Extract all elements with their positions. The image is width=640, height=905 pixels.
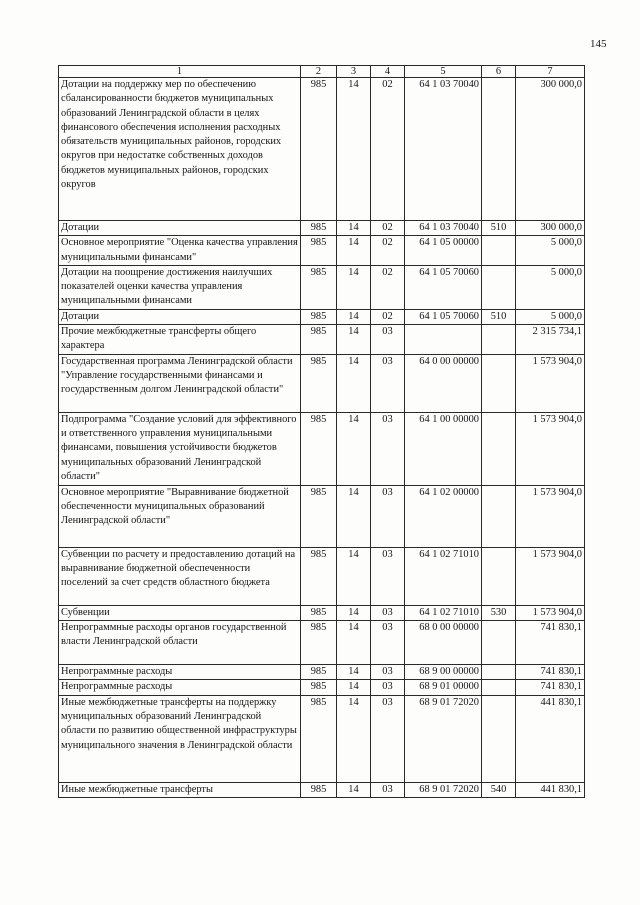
table-row bbox=[59, 236, 585, 266]
row-department: 985 bbox=[301, 265, 337, 309]
row-name: Непрограммные расходы bbox=[59, 665, 301, 680]
row-subsection: 02 bbox=[371, 78, 405, 221]
row-subsection: 02 bbox=[371, 309, 405, 324]
row-target-article: 64 1 03 70040 bbox=[405, 78, 482, 221]
column-header: 6 bbox=[482, 66, 516, 78]
row-target-article: 68 9 01 72020 bbox=[405, 695, 482, 782]
row-section: 14 bbox=[337, 782, 371, 797]
row-department: 985 bbox=[301, 309, 337, 324]
row-expense-type: 510 bbox=[482, 221, 516, 236]
row-subsection: 02 bbox=[371, 236, 405, 266]
table-row bbox=[59, 605, 585, 620]
row-section: 14 bbox=[337, 680, 371, 695]
row-amount: 741 830,1 bbox=[516, 621, 585, 665]
row-department: 985 bbox=[301, 325, 337, 355]
row-expense-type bbox=[482, 325, 516, 355]
row-department: 985 bbox=[301, 221, 337, 236]
row-expense-type bbox=[482, 354, 516, 412]
table-row bbox=[59, 354, 585, 412]
row-amount: 5 000,0 bbox=[516, 265, 585, 309]
table-row bbox=[59, 547, 585, 605]
row-amount: 1 573 904,0 bbox=[516, 485, 585, 547]
row-expense-type bbox=[482, 547, 516, 605]
row-target-article: 68 9 01 72020 bbox=[405, 782, 482, 797]
table-row bbox=[59, 309, 585, 324]
column-header: 3 bbox=[337, 66, 371, 78]
row-name: Основное мероприятие "Оценка качества управления муниципальными финансами" bbox=[59, 236, 301, 266]
row-section: 14 bbox=[337, 695, 371, 782]
row-subsection: 03 bbox=[371, 485, 405, 547]
row-amount: 5 000,0 bbox=[516, 236, 585, 266]
row-expense-type bbox=[482, 265, 516, 309]
column-header: 7 bbox=[516, 66, 585, 78]
table-header-row bbox=[59, 66, 585, 78]
row-section: 14 bbox=[337, 221, 371, 236]
row-target-article: 64 1 05 70060 bbox=[405, 265, 482, 309]
row-section: 14 bbox=[337, 485, 371, 547]
row-target-article: 64 1 02 00000 bbox=[405, 485, 482, 547]
row-amount: 300 000,0 bbox=[516, 221, 585, 236]
row-expense-type bbox=[482, 485, 516, 547]
row-target-article: 64 1 05 00000 bbox=[405, 236, 482, 266]
row-name: Субвенции bbox=[59, 605, 301, 620]
row-name: Иные межбюджетные трансферты на поддержку муниципальных образований Ленинградской области по развитию общественной инфраструктуры муниципального значения в Ленинградской области bbox=[59, 695, 301, 782]
row-target-article: 68 9 00 00000 bbox=[405, 665, 482, 680]
row-section: 14 bbox=[337, 354, 371, 412]
table-row bbox=[59, 695, 585, 782]
row-section: 14 bbox=[337, 412, 371, 485]
row-name: Дотации на поддержку мер по обеспечению сбалансированности бюджетов муниципальных образований Ленинградской области в целях финансового обеспечения исполнения расходных обязательств муниципальных районов, городских округов при недостатке собственных доходов бюджетов муниципальных районов, городских округов bbox=[59, 78, 301, 221]
row-section: 14 bbox=[337, 236, 371, 266]
row-department: 985 bbox=[301, 680, 337, 695]
row-subsection: 02 bbox=[371, 265, 405, 309]
row-amount: 1 573 904,0 bbox=[516, 412, 585, 485]
row-department: 985 bbox=[301, 621, 337, 665]
row-expense-type bbox=[482, 412, 516, 485]
row-amount: 741 830,1 bbox=[516, 680, 585, 695]
row-amount: 2 315 734,1 bbox=[516, 325, 585, 355]
row-subsection: 03 bbox=[371, 665, 405, 680]
row-department: 985 bbox=[301, 605, 337, 620]
row-department: 985 bbox=[301, 547, 337, 605]
row-section: 14 bbox=[337, 78, 371, 221]
row-section: 14 bbox=[337, 621, 371, 665]
table-row bbox=[59, 621, 585, 665]
row-expense-type: 510 bbox=[482, 309, 516, 324]
row-amount: 1 573 904,0 bbox=[516, 547, 585, 605]
row-expense-type bbox=[482, 236, 516, 266]
row-name: Подпрограмма "Создание условий для эффективного и ответственного управления муниципальными финансами, повышения устойчивости бюджетов муниципальных образований Ленинградской области" bbox=[59, 412, 301, 485]
row-amount: 1 573 904,0 bbox=[516, 354, 585, 412]
row-name: Прочие межбюджетные трансферты общего характера bbox=[59, 325, 301, 355]
table-row bbox=[59, 265, 585, 309]
row-section: 14 bbox=[337, 325, 371, 355]
row-section: 14 bbox=[337, 605, 371, 620]
table-row bbox=[59, 325, 585, 355]
row-subsection: 03 bbox=[371, 605, 405, 620]
row-amount: 741 830,1 bbox=[516, 665, 585, 680]
row-name: Непрограммные расходы органов государственной власти Ленинградской области bbox=[59, 621, 301, 665]
table-row bbox=[59, 782, 585, 797]
row-name: Дотации bbox=[59, 221, 301, 236]
table-row bbox=[59, 485, 585, 547]
row-expense-type: 540 bbox=[482, 782, 516, 797]
row-name: Иные межбюджетные трансферты bbox=[59, 782, 301, 797]
row-section: 14 bbox=[337, 309, 371, 324]
row-department: 985 bbox=[301, 354, 337, 412]
row-subsection: 03 bbox=[371, 695, 405, 782]
row-target-article: 64 0 00 00000 bbox=[405, 354, 482, 412]
row-name: Дотации на поощрение достижения наилучших показателей оценки качества управления муниципальными финансами bbox=[59, 265, 301, 309]
row-target-article: 64 1 03 70040 bbox=[405, 221, 482, 236]
row-section: 14 bbox=[337, 665, 371, 680]
row-name: Дотации bbox=[59, 309, 301, 324]
row-department: 985 bbox=[301, 665, 337, 680]
row-expense-type bbox=[482, 621, 516, 665]
row-department: 985 bbox=[301, 782, 337, 797]
table-row bbox=[59, 78, 585, 221]
row-target-article: 64 1 02 71010 bbox=[405, 605, 482, 620]
row-amount: 441 830,1 bbox=[516, 782, 585, 797]
row-expense-type bbox=[482, 665, 516, 680]
row-amount: 1 573 904,0 bbox=[516, 605, 585, 620]
row-department: 985 bbox=[301, 236, 337, 266]
column-header: 5 bbox=[405, 66, 482, 78]
row-subsection: 03 bbox=[371, 412, 405, 485]
row-expense-type bbox=[482, 78, 516, 221]
row-subsection: 03 bbox=[371, 680, 405, 695]
row-subsection: 03 bbox=[371, 354, 405, 412]
row-expense-type bbox=[482, 695, 516, 782]
row-department: 985 bbox=[301, 78, 337, 221]
row-expense-type bbox=[482, 680, 516, 695]
row-target-article: 64 1 00 00000 bbox=[405, 412, 482, 485]
column-header: 4 bbox=[371, 66, 405, 78]
row-section: 14 bbox=[337, 265, 371, 309]
column-header: 1 bbox=[59, 66, 301, 78]
row-target-article: 68 0 00 00000 bbox=[405, 621, 482, 665]
table-row bbox=[59, 680, 585, 695]
row-target-article: 64 1 05 70060 bbox=[405, 309, 482, 324]
row-target-article: 68 9 01 00000 bbox=[405, 680, 482, 695]
row-name: Субвенции по расчету и предоставлению дотаций на выравнивание бюджетной обеспеченности поселений за счет средств областного бюджета bbox=[59, 547, 301, 605]
budget-table bbox=[58, 65, 585, 798]
row-section: 14 bbox=[337, 547, 371, 605]
row-subsection: 03 bbox=[371, 782, 405, 797]
row-subsection: 03 bbox=[371, 325, 405, 355]
column-header: 2 bbox=[301, 66, 337, 78]
row-target-article: 64 1 02 71010 bbox=[405, 547, 482, 605]
row-amount: 5 000,0 bbox=[516, 309, 585, 324]
row-expense-type: 530 bbox=[482, 605, 516, 620]
table-row bbox=[59, 412, 585, 485]
row-subsection: 03 bbox=[371, 547, 405, 605]
row-name: Непрограммные расходы bbox=[59, 680, 301, 695]
row-amount: 441 830,1 bbox=[516, 695, 585, 782]
row-subsection: 03 bbox=[371, 621, 405, 665]
row-amount: 300 000,0 bbox=[516, 78, 585, 221]
page-number: 145 bbox=[590, 38, 607, 50]
row-department: 985 bbox=[301, 485, 337, 547]
table-row bbox=[59, 221, 585, 236]
row-target-article bbox=[405, 325, 482, 355]
table-row bbox=[59, 665, 585, 680]
row-department: 985 bbox=[301, 695, 337, 782]
row-name: Государственная программа Ленинградской области "Управление государственными финансами и государственным долгом Ленинградской области" bbox=[59, 354, 301, 412]
row-subsection: 02 bbox=[371, 221, 405, 236]
row-department: 985 bbox=[301, 412, 337, 485]
row-name: Основное мероприятие "Выравнивание бюджетной обеспеченности муниципальных образований Ленинградской области" bbox=[59, 485, 301, 547]
